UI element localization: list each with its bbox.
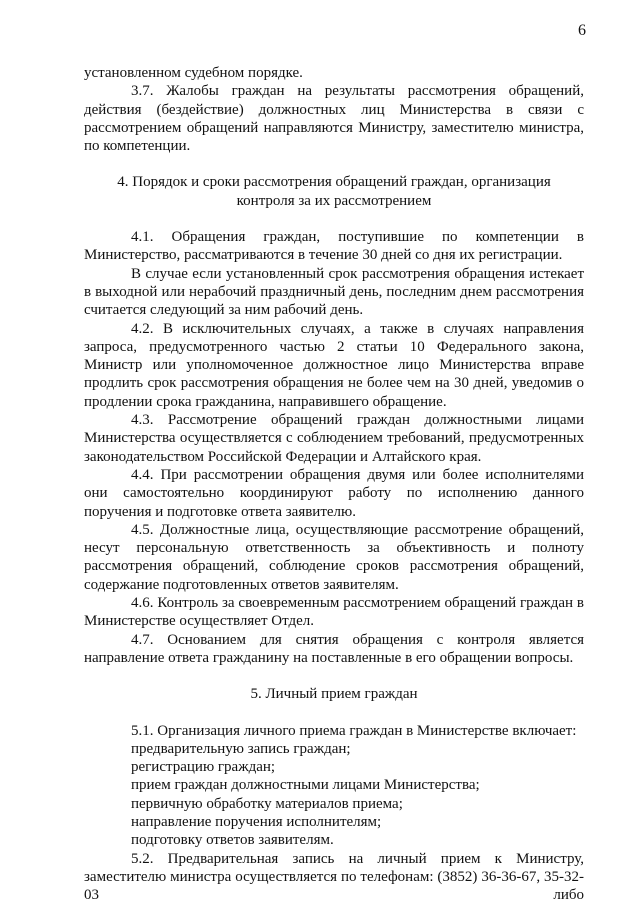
paragraph-4-7: 4.7. Основанием для снятия обращения с контроля является направление ответа гражданину на поставленные в его обращении вопросы.: [84, 631, 584, 666]
list-item: прием граждан должностными лицами Министерства;: [131, 777, 480, 794]
section-5-heading: 5. Личный прием граждан: [250, 686, 418, 703]
list-item: регистрацию граждан;: [131, 759, 276, 776]
paragraph-4-3: 4.3. Рассмотрение обращений граждан должностными лицами Министерства осуществляется с соблюдением требований, предусмотренных законодательством Российской Федерации и Алтайского края.: [84, 412, 584, 465]
section-4-heading-line1: 4. Порядок и сроки рассмотрения обращений граждан, организация: [117, 174, 551, 191]
spacer: [84, 155, 584, 173]
spacer: [84, 667, 584, 685]
list-item: подготовку ответов заявителям.: [131, 832, 334, 849]
paragraph-4-5: 4.5. Должностные лица, осуществляющие рассмотрение обращений, несут персональную ответственность за объективность и полноту рассмотрения обращений, соблюдение сроков рассмотрения обращений, содержание подготовленных ответов заявителям.: [84, 521, 584, 593]
list-item: направление поручения исполнителям;: [131, 813, 382, 830]
paragraph-5-2: 5.2. Предварительная запись на личный прием к Министру, заместителю министра осуществляется по телефонам: (3852) 36-36-67, 35-32-03 либо: [84, 850, 584, 904]
spacer: [84, 704, 584, 722]
paragraph-5-1: 5.1. Организация личного приема граждан в Министерстве включает:: [131, 722, 577, 739]
paragraph-3-7: 3.7. Жалобы граждан на результаты рассмотрения обращений, действия (бездействие) должностных лиц Министерства в связи с рассмотрением обращений направляются Министру, заместителю министра, по компетенции.: [84, 83, 584, 155]
section-4-heading-line2: контроля за их рассмотрением: [236, 192, 432, 209]
paragraph-4-2: 4.2. В исключительных случаях, а также в случаях направления запроса, предусмотренного частью 2 статьи 10 Федерального закона, Министр или уполномоченное должностное лицо Министерства вправе продлить срок рассмотрения обращения не более чем на 30 дней, уведомив о продлении срока гражданина, направившего обращение.: [84, 320, 584, 410]
paragraph-4-1-deadline: В случае если установленный срок рассмотрения обращения истекает в выходной или нерабочий праздничный день, последним днем рассмотрения считается следующий за ним рабочий день.: [84, 265, 584, 319]
paragraph-continuation: установленном судебном порядке.: [84, 65, 303, 81]
list-item: первичную обработку материалов приема;: [131, 795, 403, 812]
paragraph-4-4: 4.4. При рассмотрении обращения двумя или более исполнителями они самостоятельно координируют работу по исполнению данного поручения и подготовке ответа заявителю.: [84, 466, 584, 520]
page-number: 6: [578, 22, 586, 39]
document-body: [84, 64, 584, 904]
list-item: предварительную запись граждан;: [131, 740, 351, 757]
paragraph-4-1: 4.1. Обращения граждан, поступившие по компетенции в Министерство, рассматриваются в течение 30 дней со дня их регистрации.: [84, 229, 584, 264]
spacer: [84, 210, 584, 228]
reception-steps-list: [84, 740, 584, 850]
paragraph-4-6: 4.6. Контроль за своевременным рассмотрением обращений граждан в Министерстве осуществляет Отдел.: [84, 595, 584, 630]
